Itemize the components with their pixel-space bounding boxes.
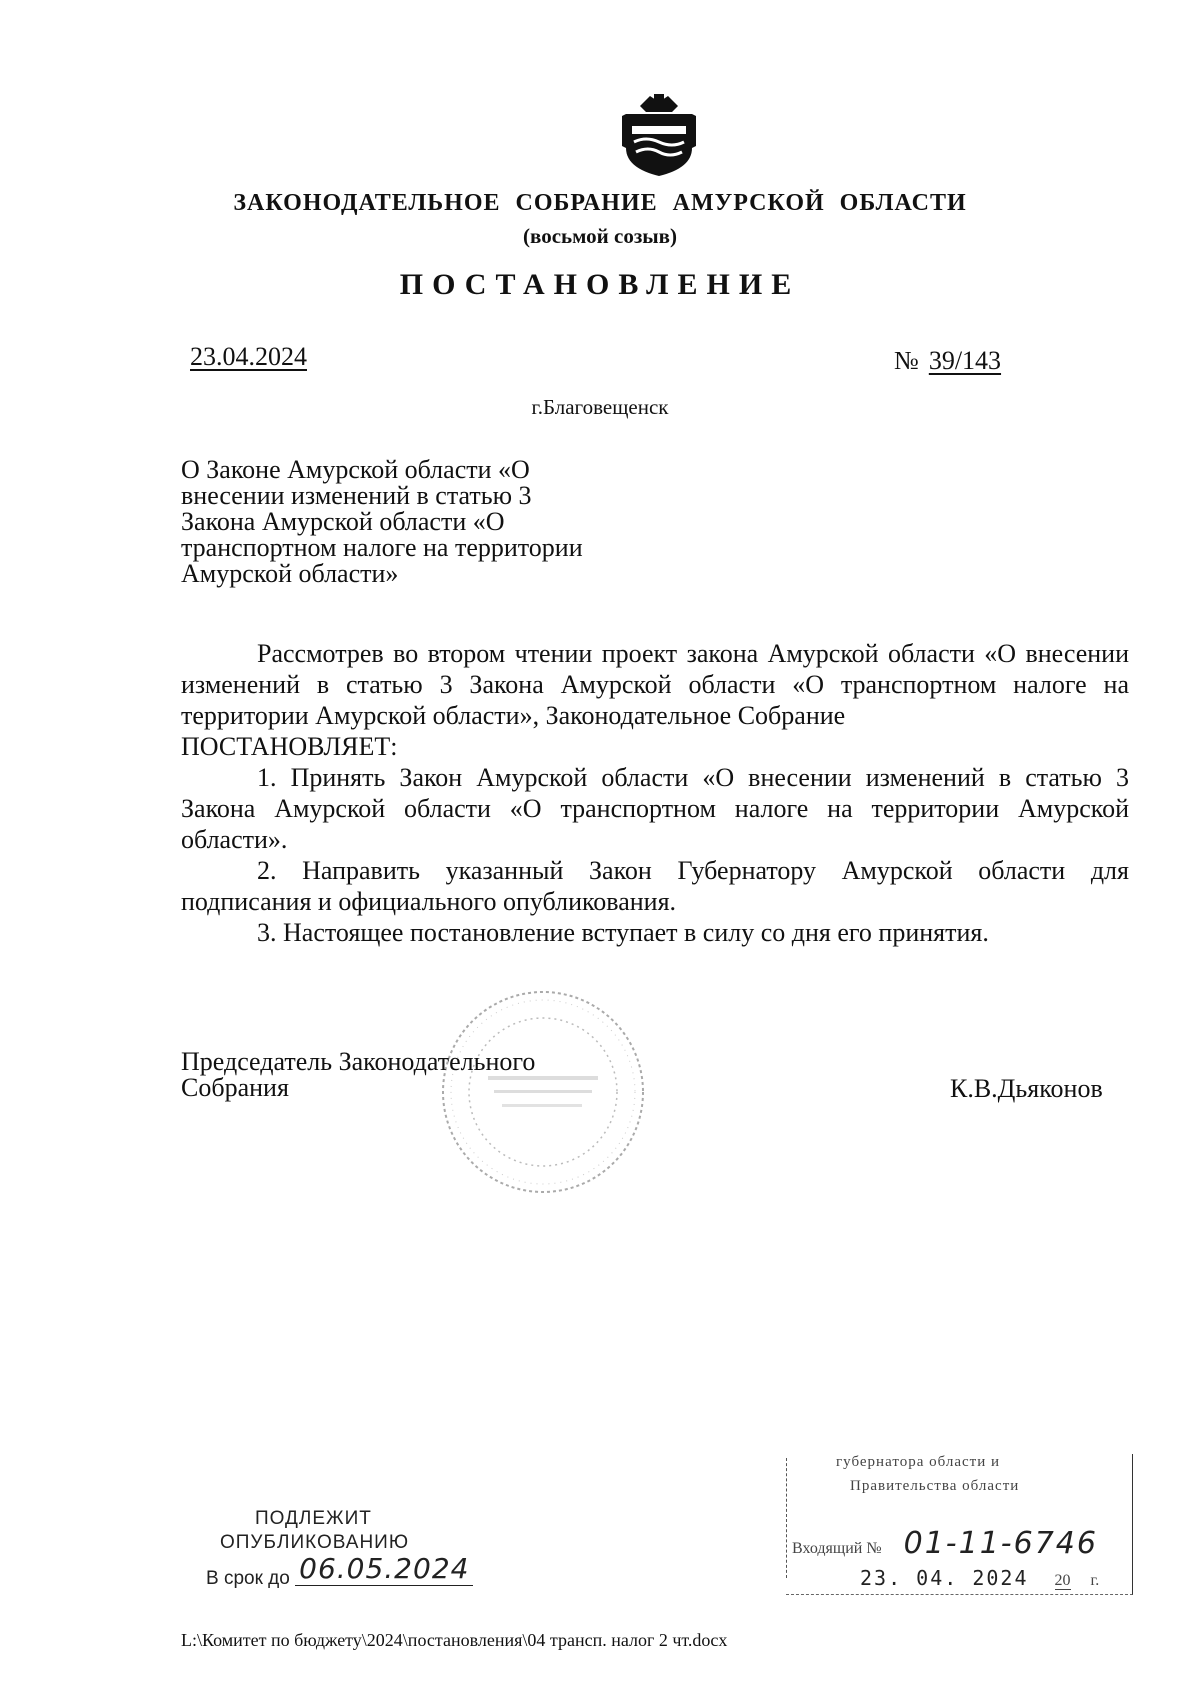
resolves-line: ПОСТАНОВЛЯЕТ:: [181, 732, 398, 761]
subject-line: внесении изменений в статью 3: [181, 481, 532, 510]
incoming-number-handwritten: 01-11-6746: [903, 1526, 1098, 1561]
signatory-name: К.В.Дьяконов: [950, 1074, 1103, 1103]
publish-deadline: [206, 1552, 473, 1592]
signatory-position: [181, 1049, 535, 1101]
preamble-paragraph: Рассмотрев во втором чтении проект закона Амурской области «О внесении изменений в статью 3 Закона Амурской области «О транспортном налоге на территории Амурской области», Законодательное Собрание: [181, 639, 1129, 730]
year-unit: г.: [1090, 1572, 1100, 1589]
subject-line: транспортном налоге на территории: [181, 533, 583, 562]
registration-line: губернатора области и: [836, 1454, 1001, 1470]
document-type-title: ПОСТАНОВЛЕНИЕ: [399, 268, 801, 301]
body-item: 1. Принять Закон Амурской области «О внесении изменений в статью 3 Закона Амурской области «О транспортном налоге на территории Амурской области».: [181, 763, 1129, 854]
subject-line: Амурской области»: [181, 559, 399, 588]
number-sign: №: [894, 346, 919, 375]
subject-block: [181, 457, 641, 587]
organization-title: ЗАКОНОДАТЕЛЬНОЕ СОБРАНИЕ АМУРСКОЙ ОБЛАСТИ: [233, 190, 967, 216]
convocation: (восьмой созыв): [523, 224, 677, 248]
document-date: 23.04.2024: [190, 342, 307, 371]
body-item: 3. Настоящее постановление вступает в силу со дня его принятия.: [257, 918, 989, 947]
subject-line: Закона Амурской области «О: [181, 507, 505, 536]
city: г.Благовещенск: [531, 395, 669, 419]
body-item: 2. Направить указанный Закон Губернатору Амурской области для подписания и официального опубликования.: [181, 856, 1129, 916]
incoming-label: Входящий №: [792, 1540, 882, 1557]
registration-line: Правительства области: [850, 1478, 1020, 1494]
incoming-number-row: [792, 1526, 1098, 1561]
publish-line: ОПУБЛИКОВАНИЮ: [220, 1532, 410, 1553]
publish-line: ПОДЛЕЖИТ: [255, 1508, 372, 1529]
position-line: Собрания: [181, 1073, 289, 1102]
document-body: [181, 638, 1129, 948]
stamp-left-border: [786, 1458, 787, 1578]
deadline-handwritten: 06.05.2024: [295, 1552, 473, 1586]
file-path-footer: L:\Комитет по бюджету\2024\постановления\04 трансп. налог 2 чт.docx: [181, 1630, 728, 1650]
number-value: 39/143: [928, 346, 1002, 375]
registration-date: 23. 04. 2024: [860, 1566, 1029, 1590]
document-number: [894, 346, 1001, 376]
registration-date-row: [790, 1566, 1099, 1590]
deadline-label: В срок до: [206, 1568, 290, 1589]
position-line: Председатель Законодательного: [181, 1047, 536, 1076]
registration-stamp: [786, 1454, 1133, 1595]
subject-line: О Законе Амурской области «О: [181, 455, 530, 484]
coat-of-arms-emblem: [620, 92, 698, 178]
year-suffix: 20: [1054, 1572, 1071, 1589]
